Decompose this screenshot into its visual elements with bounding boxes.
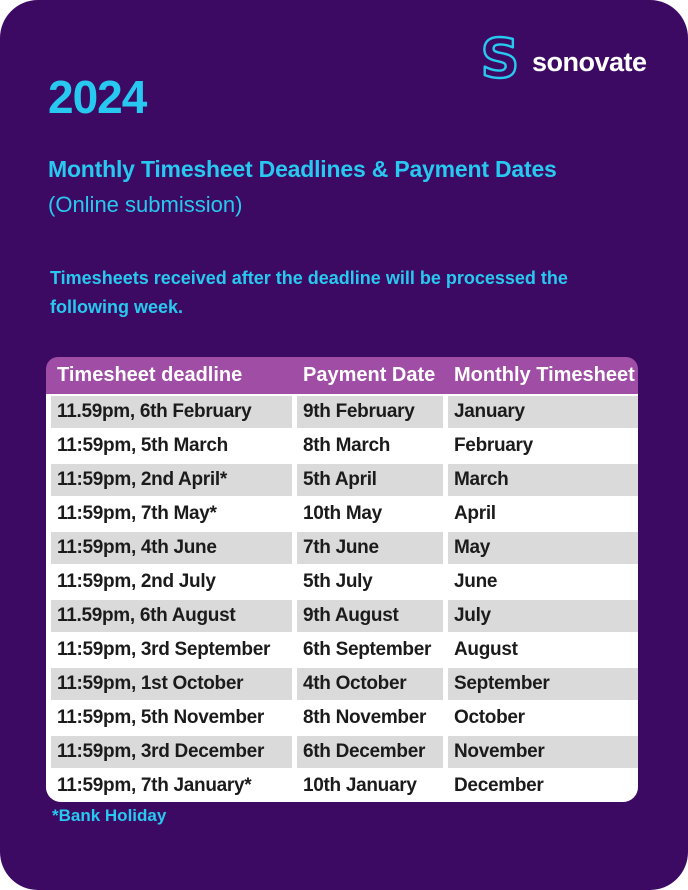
col-header-payment-date: Payment Date — [303, 364, 436, 386]
cell-payment: 9th August — [292, 598, 443, 632]
table-row — [46, 496, 638, 530]
table-row — [46, 530, 638, 564]
cell-month: May — [443, 530, 638, 564]
cell-deadline: 11:59pm, 5th November — [46, 700, 292, 734]
table-row — [46, 734, 638, 768]
cell-deadline: 11:59pm, 1st October — [46, 666, 292, 700]
cell-payment: 6th September — [292, 632, 443, 666]
cell-payment: 5th April — [292, 462, 443, 496]
cell-payment: 6th December — [292, 734, 443, 768]
cell-payment: 9th February — [292, 394, 443, 428]
cell-payment: 8th March — [292, 428, 443, 462]
cell-payment: 10th May — [292, 496, 443, 530]
cell-month: September — [443, 666, 638, 700]
table-body — [46, 394, 638, 802]
cell-month: June — [443, 564, 638, 598]
cell-deadline: 11:59pm, 3rd December — [46, 734, 292, 768]
page-title: Monthly Timesheet Deadlines & Payment Dates — [48, 156, 557, 182]
cell-deadline: 11:59pm, 2nd July — [46, 564, 292, 598]
cell-deadline: 11.59pm, 6th August — [46, 598, 292, 632]
cell-payment: 5th July — [292, 564, 443, 598]
svg-text:S: S — [480, 28, 520, 86]
col-header-timesheet-deadline: Timesheet deadline — [57, 364, 243, 386]
brand-logo — [476, 28, 647, 86]
cell-month: January — [443, 394, 638, 428]
cell-month: November — [443, 734, 638, 768]
table-row — [46, 428, 638, 462]
cell-payment: 10th January — [292, 768, 443, 802]
cell-month: July — [443, 598, 638, 632]
table-row — [46, 768, 638, 802]
cell-deadline: 11:59pm, 2nd April* — [46, 462, 292, 496]
cell-deadline: 11:59pm, 7th May* — [46, 496, 292, 530]
table-row — [46, 632, 638, 666]
col-header-monthly-timesheet: Monthly Timesheet — [454, 364, 635, 386]
deadline-note-line1: Timesheets received after the deadline will be processed the — [50, 268, 568, 288]
cell-month: October — [443, 700, 638, 734]
cell-payment: 4th October — [292, 666, 443, 700]
cell-month: August — [443, 632, 638, 666]
cell-month: February — [443, 428, 638, 462]
bank-holiday-footnote: *Bank Holiday — [52, 806, 167, 825]
cell-deadline: 11:59pm, 5th March — [46, 428, 292, 462]
table-row — [46, 598, 638, 632]
cell-payment: 8th November — [292, 700, 443, 734]
table-row — [46, 564, 638, 598]
deadline-note-line2: following week. — [50, 297, 184, 317]
timesheet-table — [46, 357, 638, 802]
table-row — [46, 666, 638, 700]
year-heading: 2024 — [48, 71, 147, 123]
table-row — [46, 394, 638, 428]
cell-deadline: 11:59pm, 7th January* — [46, 768, 292, 802]
cell-deadline: 11:59pm, 3rd September — [46, 632, 292, 666]
cell-month: April — [443, 496, 638, 530]
page-subtitle: (Online submission) — [48, 192, 243, 217]
table-header-row — [46, 357, 638, 394]
cell-month: December — [443, 768, 638, 802]
deadline-note — [50, 264, 568, 322]
cell-month: March — [443, 462, 638, 496]
brand-name: sonovate — [532, 46, 647, 77]
sonovate-s-icon — [476, 28, 524, 86]
cell-deadline: 11:59pm, 4th June — [46, 530, 292, 564]
cell-deadline: 11.59pm, 6th February — [46, 394, 292, 428]
table-row — [46, 700, 638, 734]
table-row — [46, 462, 638, 496]
cell-payment: 7th June — [292, 530, 443, 564]
